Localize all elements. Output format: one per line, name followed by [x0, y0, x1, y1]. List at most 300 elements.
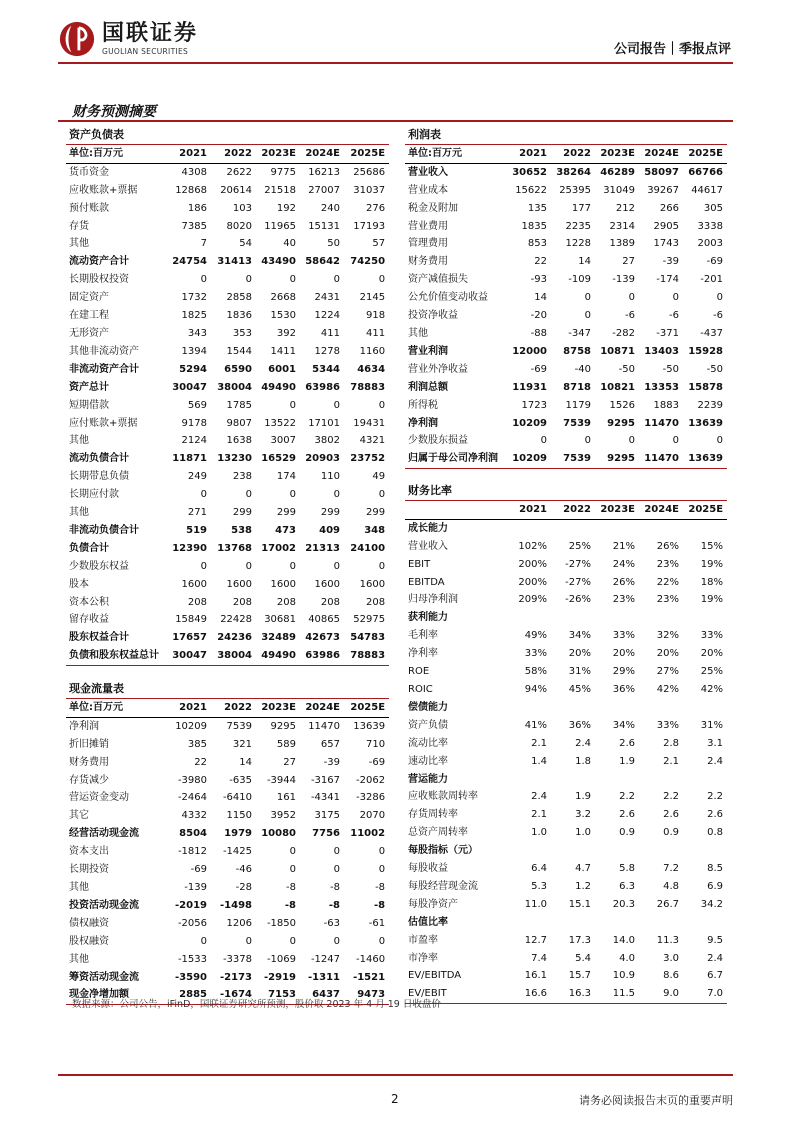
row-value: -8	[375, 881, 386, 893]
table-title-row	[66, 680, 389, 698]
row-value: 7756	[312, 828, 340, 840]
row-label: 负债合计	[69, 542, 109, 554]
row-value: 2885	[167, 986, 211, 1004]
row-value: 2124	[181, 435, 207, 447]
table-row	[66, 379, 389, 397]
row-label: 流动资产合计	[69, 256, 129, 268]
row-value: 9.5	[707, 934, 724, 946]
table-row	[66, 825, 389, 843]
table-row	[66, 897, 389, 915]
row-label: 存货减少	[69, 774, 109, 786]
table-row	[66, 969, 389, 987]
row-label: 净利率	[408, 648, 438, 660]
row-value: 299	[365, 507, 386, 519]
row-value: 2239	[697, 399, 723, 411]
row-label: 管理费用	[408, 238, 448, 250]
row-label: 应付账款+票据	[69, 417, 138, 429]
row-label: 其他	[408, 327, 428, 339]
table-row	[405, 519, 727, 537]
row-value: 9295	[270, 720, 296, 732]
row-label: 估值比率	[408, 916, 448, 928]
row-label: 速动比率	[408, 755, 448, 767]
row-value: 0	[628, 292, 635, 304]
row-value: 26%	[612, 576, 635, 588]
row-value: 0.9	[619, 827, 635, 839]
row-value: 0	[333, 864, 340, 876]
row-value: -6	[669, 310, 679, 322]
row-value: 19%	[700, 594, 724, 606]
row-value: 12390	[172, 542, 207, 554]
row-value: 343	[187, 327, 207, 339]
row-value: 49%	[524, 630, 547, 642]
row-value: 385	[187, 738, 207, 750]
row-value: 10821	[600, 381, 635, 393]
row-value: -1674	[211, 986, 256, 1004]
unit-header: 单位:百万元	[66, 698, 167, 717]
table-row	[66, 271, 389, 289]
row-value: 1600	[314, 578, 340, 590]
row-value: -69	[530, 363, 547, 375]
row-value: 1206	[226, 917, 252, 929]
row-value: 57	[372, 238, 386, 250]
row-value: 4634	[357, 363, 386, 375]
row-value: 42%	[700, 683, 724, 695]
row-value: 174	[276, 471, 296, 483]
row-value	[551, 699, 595, 717]
row-value: 1600	[359, 578, 386, 590]
row-value: 7.0	[683, 985, 727, 1003]
table-title: 现金流量表	[66, 680, 389, 698]
table-row	[405, 235, 727, 253]
table-row	[405, 627, 727, 645]
row-label: 非流动负债合计	[69, 524, 139, 536]
row-value: 24754	[172, 256, 207, 268]
row-value: 33%	[612, 630, 635, 642]
table-row	[405, 379, 727, 397]
row-value: 11470	[644, 417, 679, 429]
row-value: 13639	[353, 720, 386, 732]
row-label: 财务费用	[408, 256, 448, 268]
row-value: 2668	[270, 292, 296, 304]
row-value: 8.5	[707, 863, 724, 875]
table-row	[66, 933, 389, 951]
row-value: 1278	[314, 345, 340, 357]
guolian-logo-icon	[58, 20, 96, 58]
row-value: 409	[319, 524, 340, 536]
row-value: 102%	[518, 540, 547, 552]
row-value: -1533	[177, 953, 207, 965]
row-label: 流动负债合计	[69, 453, 129, 465]
row-value: 58642	[305, 256, 340, 268]
row-value: 1389	[609, 238, 635, 250]
row-value: 20%	[612, 648, 635, 660]
row-label: 负债和股东权益总计	[66, 647, 167, 665]
row-value: -635	[229, 774, 252, 786]
row-value: 24%	[612, 558, 635, 570]
table-row	[405, 950, 727, 968]
row-value: -1069	[266, 953, 296, 965]
row-value: 0	[378, 864, 386, 876]
year-header: 2023E	[256, 698, 300, 717]
row-label: 固定资产	[69, 292, 109, 304]
row-value: 19431	[353, 417, 386, 429]
row-value: 1.9	[619, 755, 635, 767]
table-row	[66, 861, 389, 879]
row-value: 3.0	[663, 952, 679, 964]
row-value: 2070	[359, 810, 386, 822]
table-row	[405, 325, 727, 343]
row-value: 1883	[653, 399, 679, 411]
row-value	[595, 771, 639, 789]
row-value: 34%	[568, 630, 591, 642]
row-value: 31037	[353, 184, 386, 196]
row-value: 0	[378, 274, 386, 286]
table-row	[66, 915, 389, 933]
row-value: 16529	[261, 453, 296, 465]
row-value: 27	[283, 756, 296, 768]
row-value	[595, 609, 639, 627]
table-row	[405, 842, 727, 860]
table-row	[405, 735, 727, 753]
row-value: 2.2	[707, 791, 724, 803]
row-value: 17657	[172, 632, 207, 644]
row-value: 9178	[181, 417, 207, 429]
row-value: 2.4	[575, 737, 591, 749]
row-value	[639, 914, 683, 932]
row-value: -8	[286, 881, 296, 893]
row-value: 0	[289, 935, 296, 947]
row-value: 31%	[568, 666, 591, 678]
row-value: 15849	[175, 614, 207, 626]
row-value: 20%	[568, 648, 591, 660]
row-value: 49490	[261, 381, 296, 393]
row-label: 归母净利润	[408, 594, 458, 606]
table-row	[66, 754, 389, 772]
row-value: 1835	[521, 220, 547, 232]
row-value	[683, 771, 727, 789]
row-value: 1732	[181, 292, 207, 304]
row-value: 6001	[268, 363, 296, 375]
row-value: 11.3	[656, 934, 679, 946]
row-label: 筹资活动现金流	[69, 971, 139, 983]
row-value: 9295	[595, 450, 639, 468]
row-value: 31049	[603, 184, 635, 196]
row-value: 8.6	[663, 970, 679, 982]
row-label: 其它	[69, 810, 89, 822]
table-row	[405, 914, 727, 932]
row-value	[507, 914, 551, 932]
row-value: 200%	[518, 576, 547, 588]
row-value: -139	[612, 274, 635, 286]
row-value: 2.2	[619, 791, 635, 803]
row-value: 2.4	[707, 952, 724, 964]
row-value: -1498	[220, 899, 252, 911]
row-value: 33%	[656, 719, 679, 731]
row-value: 20903	[305, 453, 340, 465]
table-title-row	[405, 126, 727, 144]
row-value: -3378	[222, 953, 252, 965]
row-value: 78883	[350, 381, 386, 393]
year-header: 2022	[551, 500, 595, 519]
row-label: 留存收益	[69, 614, 109, 626]
table-row	[66, 182, 389, 200]
row-label: 市净率	[408, 952, 438, 964]
row-value: 25395	[559, 184, 591, 196]
row-value: 30047	[167, 647, 211, 665]
row-label: 利润总额	[408, 381, 448, 393]
row-value: 208	[276, 596, 296, 608]
row-value: 0	[289, 274, 296, 286]
row-value: 1530	[270, 310, 296, 322]
year-header: 2021	[167, 144, 211, 163]
row-value	[507, 519, 551, 537]
table-row	[66, 432, 389, 450]
row-value: 0	[628, 435, 635, 447]
row-value: 186	[187, 202, 207, 214]
table-row	[66, 594, 389, 612]
row-value: 6590	[224, 363, 252, 375]
row-value: 27%	[656, 666, 679, 678]
row-value: 30047	[172, 381, 207, 393]
table-row	[66, 486, 389, 504]
row-value: 1160	[359, 345, 386, 357]
row-value: 7.2	[663, 863, 679, 875]
row-label: 营业利润	[408, 345, 448, 357]
row-value: 50	[327, 238, 340, 250]
row-value: 15878	[688, 381, 723, 393]
row-value: -26%	[565, 594, 591, 606]
year-header: 2024E	[300, 144, 344, 163]
row-value: 0	[378, 399, 386, 411]
row-value: 38004	[217, 381, 252, 393]
row-value: 161	[276, 792, 296, 804]
row-value: 0	[333, 274, 340, 286]
table-header-row	[405, 500, 727, 519]
row-value: 5.3	[531, 880, 547, 892]
row-value: 52975	[353, 614, 386, 626]
row-value: 1150	[226, 810, 252, 822]
row-value: 1.8	[575, 755, 591, 767]
table-row	[66, 468, 389, 486]
row-value	[595, 914, 639, 932]
year-header: 2025E	[683, 500, 727, 519]
row-value: -1311	[308, 971, 340, 983]
row-value: 66766	[688, 166, 723, 178]
row-value: 0	[584, 310, 591, 322]
row-value: 1825	[181, 310, 207, 322]
row-value: 0	[289, 846, 296, 858]
row-value: 1.4	[531, 755, 547, 767]
row-value: -3590	[175, 971, 207, 983]
row-value: 11931	[512, 381, 547, 393]
row-value: 12868	[175, 184, 207, 196]
row-label: 长期投资	[69, 864, 109, 876]
row-value: 21313	[305, 542, 340, 554]
table-row	[66, 253, 389, 271]
row-value: 7153	[256, 986, 300, 1004]
row-value: 16213	[308, 166, 340, 178]
row-value: 29%	[612, 666, 635, 678]
row-value: 0	[200, 560, 207, 572]
row-value: 23752	[350, 453, 386, 465]
row-value: 0	[333, 846, 340, 858]
row-label: 预付账款	[69, 202, 109, 214]
row-value: 36%	[568, 719, 591, 731]
row-label: 其他非流动资产	[69, 345, 139, 357]
row-value: 208	[365, 596, 386, 608]
row-value: 42%	[656, 683, 679, 695]
table-header-row	[405, 144, 727, 163]
row-value: 10871	[600, 345, 635, 357]
row-value: 15.7	[568, 970, 591, 982]
row-value: 6.4	[531, 863, 547, 875]
row-label: 市盈率	[408, 934, 438, 946]
row-value: 0	[584, 435, 591, 447]
row-value	[639, 699, 683, 717]
row-value: 22428	[220, 614, 252, 626]
row-value	[595, 842, 639, 860]
row-value	[683, 519, 727, 537]
table-row	[66, 235, 389, 253]
row-value: 11470	[639, 450, 683, 468]
row-value: 11470	[308, 720, 340, 732]
financial-ratios-table	[405, 482, 727, 1004]
table-row	[405, 415, 727, 433]
row-label: 资本公积	[69, 596, 109, 608]
row-value: 16.1	[524, 970, 547, 982]
row-value: 25%	[568, 540, 591, 552]
row-value: -1460	[356, 953, 386, 965]
table-row	[405, 932, 727, 950]
row-value: 569	[187, 399, 207, 411]
balance-sheet-table	[66, 126, 389, 666]
row-label: 在建工程	[69, 310, 109, 322]
year-header: 2021	[507, 500, 551, 519]
row-value: 24100	[350, 542, 386, 554]
row-value: 30681	[264, 614, 296, 626]
row-value	[551, 914, 595, 932]
row-value: 13768	[217, 542, 252, 554]
row-value	[551, 519, 595, 537]
table-row	[66, 415, 389, 433]
row-value: 6.3	[619, 880, 635, 892]
row-value: 0	[333, 935, 340, 947]
table-row	[405, 645, 727, 663]
row-label: 债权融资	[69, 917, 109, 929]
row-value: 3.1	[707, 737, 724, 749]
row-value: 0	[672, 292, 679, 304]
row-value	[683, 914, 727, 932]
row-value: 7	[200, 238, 207, 250]
row-value: 299	[232, 507, 252, 519]
table-row	[66, 647, 389, 665]
row-label: 公允价值变动收益	[408, 292, 488, 304]
table-row	[66, 522, 389, 540]
row-value: 1638	[226, 435, 252, 447]
section-title: 财务预测摘要	[72, 104, 156, 120]
table-row	[66, 843, 389, 861]
row-value: 30652	[512, 166, 547, 178]
table-row	[66, 576, 389, 594]
row-value: -46	[235, 864, 252, 876]
row-value	[507, 771, 551, 789]
table-row	[66, 343, 389, 361]
row-value: 31%	[700, 719, 724, 731]
table-title-row	[405, 482, 727, 500]
page-header	[0, 0, 793, 70]
row-label: EBITDA	[408, 576, 445, 588]
row-value: 13639	[688, 417, 723, 429]
row-value: -8	[330, 881, 340, 893]
row-value: 26%	[656, 540, 679, 552]
row-value: 589	[276, 738, 296, 750]
cash-flow-table	[66, 680, 389, 1005]
row-value: 0	[245, 560, 252, 572]
row-value: 9775	[270, 166, 296, 178]
table-row	[405, 985, 727, 1003]
row-value: 33%	[524, 648, 547, 660]
table-title-row	[66, 126, 389, 144]
row-value: 38264	[556, 166, 591, 178]
row-value: 4.8	[663, 880, 679, 892]
row-value: 33%	[700, 630, 724, 642]
row-value: 209%	[518, 594, 547, 606]
row-value: -371	[656, 327, 679, 339]
table-row	[405, 218, 727, 236]
row-value: -201	[700, 274, 723, 286]
row-value: 20%	[700, 648, 724, 660]
row-label: ROE	[408, 666, 430, 678]
row-value: 11.5	[595, 985, 639, 1003]
table-row	[66, 163, 389, 181]
row-value: 58097	[644, 166, 679, 178]
table-row	[66, 879, 389, 897]
row-value: 2.2	[663, 791, 679, 803]
row-value	[683, 699, 727, 717]
table-row	[66, 611, 389, 629]
row-value: 54783	[350, 632, 386, 644]
row-value: 13639	[683, 450, 727, 468]
row-value: 299	[276, 507, 296, 519]
table-row	[66, 450, 389, 468]
row-value: 14	[578, 256, 591, 268]
table-row	[405, 771, 727, 789]
row-value: 13403	[644, 345, 679, 357]
row-value: 208	[320, 596, 340, 608]
row-value: 63986	[300, 647, 344, 665]
table-row	[405, 200, 727, 218]
row-value: 177	[571, 202, 591, 214]
row-value: 27007	[308, 184, 340, 196]
table-row	[405, 663, 727, 681]
row-value: 44617	[691, 184, 723, 196]
row-value: 0	[200, 935, 207, 947]
row-value: -27%	[565, 558, 591, 570]
row-value: 0	[716, 292, 723, 304]
logo-en-name: GUOLIAN SECURITIES	[102, 47, 189, 56]
row-value: 2.1	[531, 737, 547, 749]
row-value: 2145	[359, 292, 386, 304]
row-value: 1179	[565, 399, 591, 411]
row-value: 16.3	[551, 985, 595, 1003]
row-label: EV/EBITDA	[408, 970, 462, 982]
page-number: 2	[391, 1092, 399, 1106]
row-value: -347	[568, 327, 591, 339]
table-row	[66, 218, 389, 236]
row-value: -174	[656, 274, 679, 286]
row-value: 0	[245, 935, 252, 947]
row-value: 20%	[656, 648, 679, 660]
